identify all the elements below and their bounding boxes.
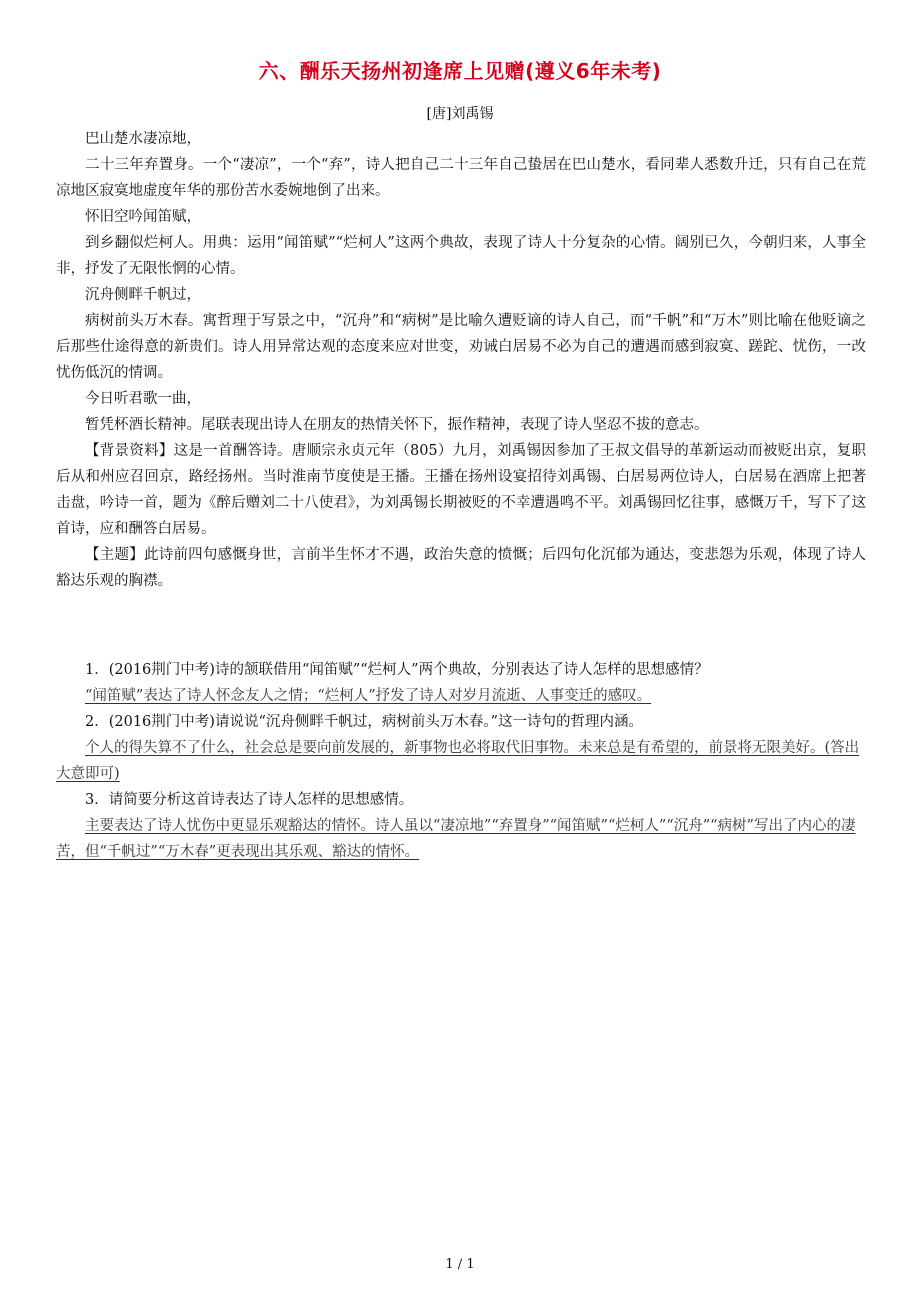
answer-1 — [56, 683, 866, 709]
answer-1-text: “闻笛赋”表达了诗人怀念友人之情；“烂柯人”抒发了诗人对岁月流逝、人事变迁的感叹。 — [85, 688, 652, 704]
poem-body — [56, 126, 866, 594]
answer-2 — [56, 735, 866, 787]
question-section — [56, 657, 866, 865]
question-1: 1．(2016荆门中考)诗的颔联借用“闻笛赋”“烂柯人”两个典故，分别表达了诗人怎样的思想感情？ — [85, 662, 709, 678]
poem-line: 今日听君歌一曲， — [85, 391, 201, 407]
annotation-paragraph: 暂凭杯酒长精神。尾联表现出诗人在朋友的热情关怀下，振作精神，表现了诗人坚忍不拔的意志。 — [85, 417, 709, 433]
answer-3-text: 主要表达了诗人忧伤中更显乐观豁达的情怀。诗人虽以“凄凉地”“弃置身”“闻笛赋”“烂柯人”“沉舟”“病树”写出了内心的凄苦，但“千帆过”“万木春”更表现出其乐观、豁达的情怀。 — [56, 818, 856, 860]
poem-line: 巴山楚水凄凉地， — [85, 131, 201, 147]
background-paragraph: 【背景资料】这是一首酬答诗。唐顺宗永贞元年（805）九月，刘禹锡因参加了王叔文倡导的革新运动而被贬出京，复职后从和州应召回京，路经扬州。当时淮南节度使是王播。王播在扬州设宴招待刘禹锡、白居易两位诗人，白居易在酒席上把著击盘，吟诗一首，题为《醉后赠刘二十八使君》，为刘禹锡长期被贬的不幸遭遇鸣不平。刘禹锡回忆往事，感慨万千，写下了这首诗，应和酬答白居易。 — [56, 443, 866, 537]
poem-author: [唐]刘禹锡 — [426, 106, 494, 122]
poem-line: 沉舟侧畔千帆过， — [85, 287, 201, 303]
page-title: 六、酬乐天扬州初逢席上见赠(遵义6年未考) — [258, 59, 662, 83]
answer-3 — [56, 813, 866, 865]
annotation-paragraph: 病树前头万木春。寓哲理于写景之中，“沉舟”和“病树”是比喻久遭贬谪的诗人自己，而“千帆”和“万木”则比喻在他贬谪之后那些仕途得意的新贵们。诗人用异常达观的态度来应对世变，劝诫白居易不必为自己的遭遇而感到寂寞、蹉跎、忧伤，一改忧伤低沉的情调。 — [56, 313, 866, 381]
answer-2-text: 个人的得失算不了什么，社会总是要向前发展的，新事物也必将取代旧事物。未来总是有希望的，前景将无限美好。(答出大意即可) — [56, 740, 860, 782]
annotation-paragraph: 二十三年弃置身。一个“凄凉”，一个“弃”，诗人把自己二十三年自己蛰居在巴山楚水，看同辈人悉数升迁，只有自己在荒凉地区寂寞地虚度年华的那份苦水委婉地倒了出来。 — [56, 157, 866, 199]
question-3: 3．请简要分析这首诗表达了诗人怎样的思想感情。 — [85, 792, 414, 808]
page-number: 1 / 1 — [445, 1257, 475, 1272]
theme-paragraph: 【主题】此诗前四句感慨身世，言前半生怀才不遇，政治失意的愤慨；后四句化沉郁为通达，变悲怨为乐观，体现了诗人豁达乐观的胸襟。 — [56, 547, 866, 589]
annotation-paragraph: 到乡翻似烂柯人。用典：运用“闻笛赋”“烂柯人”这两个典故，表现了诗人十分复杂的心情。阔别已久，今朝归来，人事全非，抒发了无限怅惘的心情。 — [56, 235, 866, 277]
poem-line: 怀旧空吟闻笛赋， — [85, 209, 201, 225]
question-2: 2．(2016荆门中考)请说说“沉舟侧畔千帆过，病树前头万木春。”这一诗句的哲理内涵。 — [85, 714, 644, 730]
